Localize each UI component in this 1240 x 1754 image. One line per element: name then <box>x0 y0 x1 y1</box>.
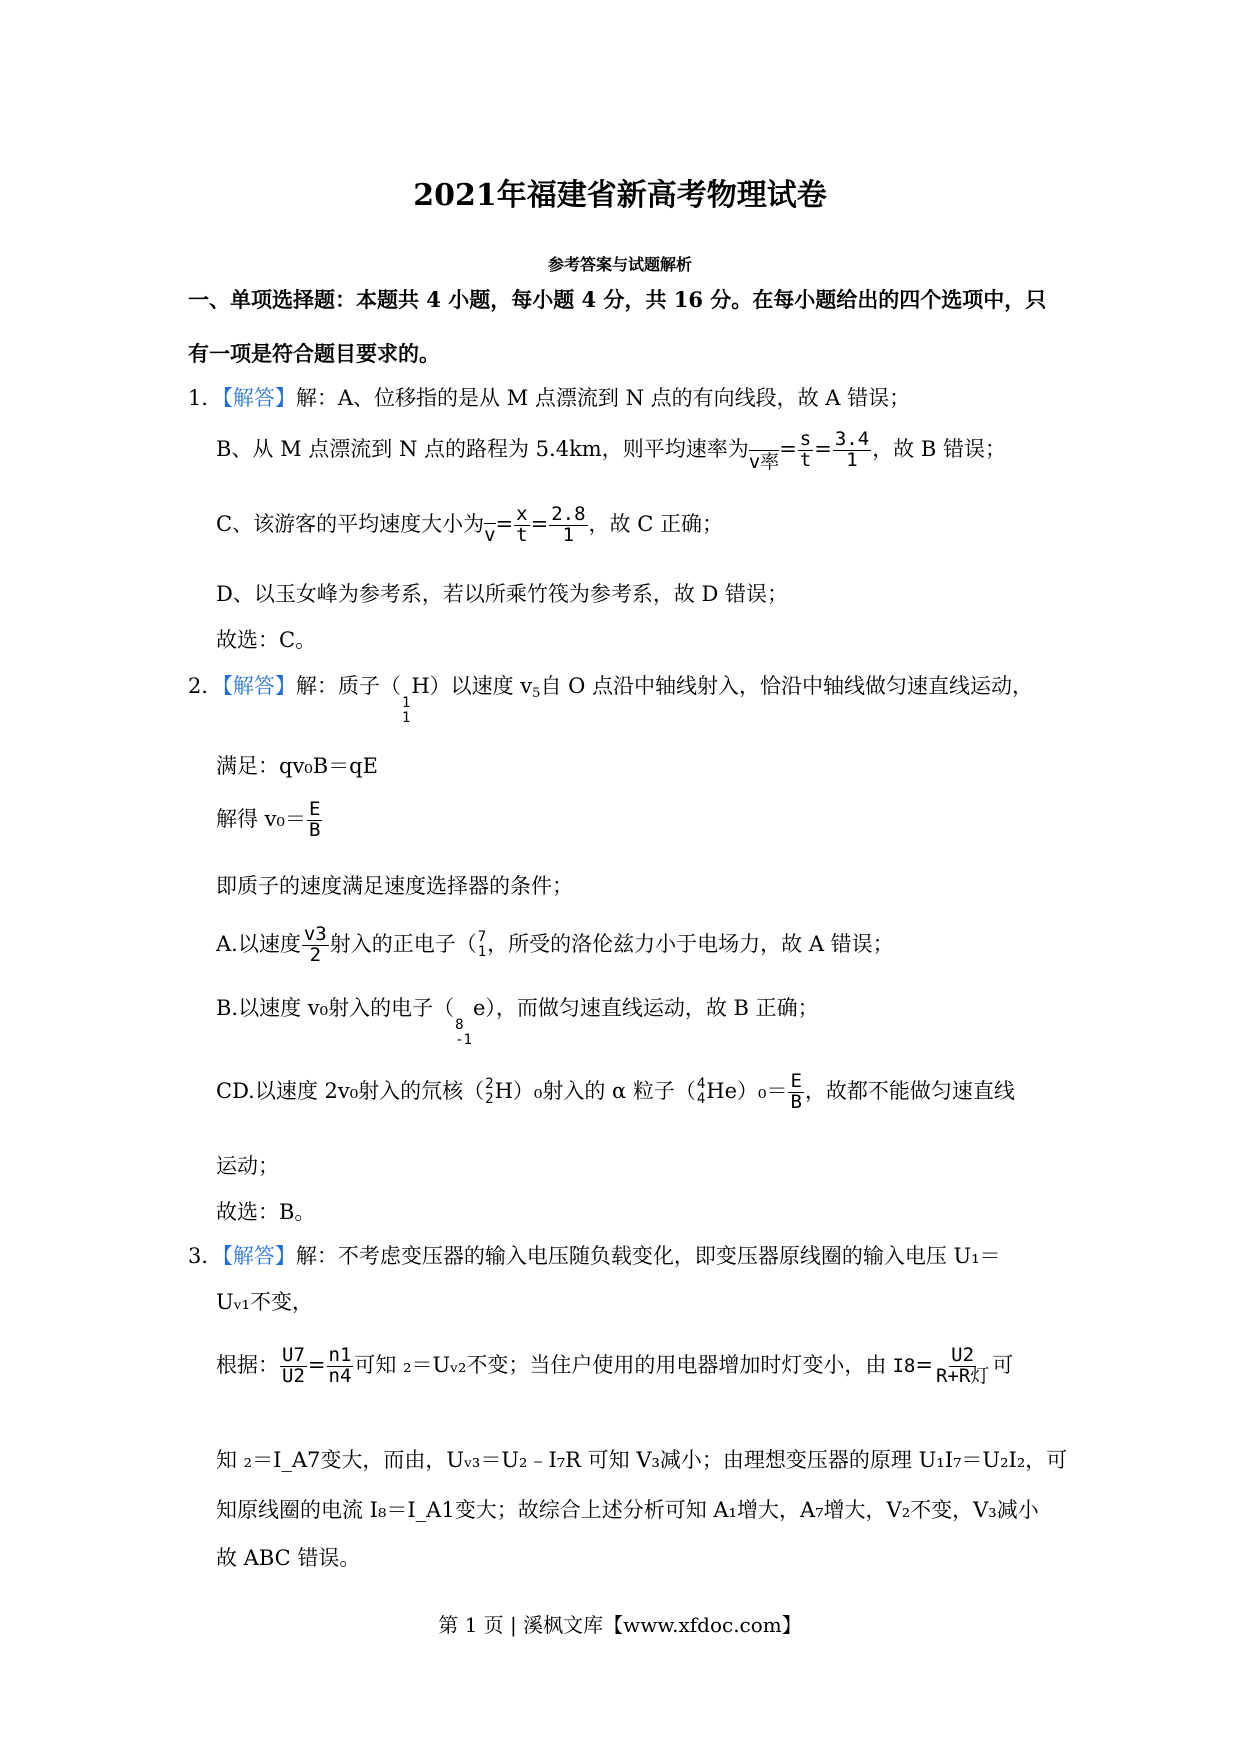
q3-fraction-n1-n4 <box>327 1346 354 1387</box>
q1-b-fraction-st <box>798 430 813 471</box>
q2-cd-iso1-bot: 2 <box>485 1091 494 1108</box>
q1-c-text: C、该游客的平均速度大小为 <box>216 511 485 536</box>
q1-line-a <box>188 382 910 412</box>
q2-l1-pre: 解：质子（ <box>295 674 401 698</box>
q2-cd-fraction <box>788 1072 803 1113</box>
q1-c-fraction-xt <box>514 505 529 546</box>
q1-c-x: x <box>516 503 528 525</box>
q2-cd-den: B <box>790 1090 802 1113</box>
q2-line-4: 即质子的速度满足速度选择器的条件； <box>216 874 573 898</box>
q2-l3-fraction <box>307 800 322 841</box>
q2-a-iso-top: 7 <box>477 929 487 946</box>
q2-cd-mid1: H）₀射入的 α 粒子（ <box>494 1078 696 1103</box>
q3-l3-pre: 根据： <box>216 1352 279 1377</box>
q3-l3-mid: 可知 ₂＝Uᵥ₂不变；当住户使用的用电器增加时灯变小，由 <box>354 1352 887 1377</box>
q3-f3-den: R+R灯 <box>935 1364 990 1387</box>
q2-l1-post: 自 O 点沿中轴线射入，恰沿中轴线做匀速直线运动， <box>540 674 1034 698</box>
q1-c-num: 2.8 <box>551 503 586 525</box>
q2-l3-pre: 解得 v₀＝ <box>216 806 306 831</box>
q3-line-4: 知 ₂＝I_A7变大，而由，Uᵥ₃＝U₂﹣I₇R 可知 V₃减小；由理想变压器的原理 U₁I₇＝U₂I₂，可 <box>216 1448 1068 1472</box>
q3-fraction-u7-u2 <box>280 1346 307 1387</box>
q2-b-post: e），而做匀速直线运动，故 B 正确； <box>472 996 819 1020</box>
q2-l3-num: E <box>308 798 321 820</box>
q3-f3-num: U2 <box>951 1344 975 1366</box>
q2-cd-deuteron-isotope <box>485 1077 493 1108</box>
q2-cd-post: ，故都不能做匀速直线 <box>804 1078 1015 1103</box>
q2-a-isotope <box>478 930 486 961</box>
q2-proton-isotope <box>402 696 410 727</box>
q2-choice: 故选：B。 <box>216 1200 316 1224</box>
section-heading-line2: 有一项是符合题目要求的。 <box>188 341 440 366</box>
q3-line-3: 根据： $\frac{U7}{U2}$ = $\frac{n1}{n4}$ 可知 ₂＝Uᵥ₂不变；当住户使用的用电器增加时灯变小，由 I8= $\frac{U2}{\text{R+R灯}}$ 可 <box>216 1344 1014 1387</box>
q3-l1-text: 解：不考虑变压器的输入电压随负载变化，即变压器原线圈的输入电压 U₁＝ <box>295 1244 1001 1268</box>
q2-a-post: ，所受的洛伦兹力小于电场力，故 A 错误； <box>487 931 894 956</box>
q3-f2-den: n4 <box>328 1364 352 1387</box>
q2-a-fraction <box>302 925 329 966</box>
q2-proton-mass-number: 1 <box>401 695 411 711</box>
q2-a-pre: A.以速度 <box>216 931 301 956</box>
q2-line-1 <box>188 670 1033 727</box>
q1-c-post: ，故 C 正确； <box>588 511 723 536</box>
q3-line-2: Uᵥ₁不变， <box>216 1290 313 1314</box>
page-footer: 第 1 页 | 溪枫文库【www.xfdoc.com】 <box>438 1613 802 1637</box>
page-subtitle: 参考答案与试题解析 <box>547 255 692 274</box>
q1-answer-tag: 【解答】 <box>222 386 296 410</box>
q2-cd-iso1-top: 2 <box>485 1076 494 1093</box>
q1-number: 1． <box>188 386 223 410</box>
q3-l3-i8: I8 <box>892 1354 916 1377</box>
q1-c-t: t <box>516 523 528 546</box>
q2-l1-sub: 5 <box>532 686 541 701</box>
q1-b-num: 3.4 <box>834 428 870 450</box>
q3-answer-tag: 【解答】 <box>222 1244 296 1268</box>
q3-f1-den: U2 <box>282 1364 305 1387</box>
q2-option-b <box>216 992 819 1049</box>
q2-answer-tag: 【解答】 <box>222 674 296 698</box>
q2-option-a <box>216 925 894 966</box>
q2-cd-num: E <box>790 1070 802 1092</box>
q2-b-iso-top: 8 <box>455 1017 464 1033</box>
q2-cd-iso2-bot: 4 <box>696 1091 706 1108</box>
q2-cd-iso2-top: 4 <box>696 1076 706 1093</box>
page-title: 2021年福建省新高考物理试卷 <box>413 178 827 213</box>
q2-a-iso-bot: 1 <box>477 944 487 961</box>
q3-f1-num: U7 <box>282 1344 305 1366</box>
q2-proton-atomic-number: 1 <box>401 710 411 727</box>
q1-b-s: s <box>799 428 812 450</box>
q2-cd-line-2: 运动； <box>216 1154 279 1178</box>
q2-b-pre: B.以速度 v₀射入的电子（ <box>216 996 455 1020</box>
q1-option-a: 解：A、位移指的是从 M 点漂流到 N 点的有向线段，故 A 错误； <box>295 386 911 410</box>
q1-b-fraction-value <box>833 430 871 471</box>
q1-line-b: B、从 M 点漂流到 N 点的路程为 5.4km，则平均速率为v率= $\frac{s}{t}$ = $\frac{3.4}{1}$ ，故 B 错误； <box>216 428 1006 473</box>
section-heading-line1: 一、单项选择题：本题共 4 小题，每小题 4 分，共 16 分。在每小题给出的四个选项中，只 <box>188 287 1047 312</box>
q1-b-text: B、从 M 点漂流到 N 点的路程为 5.4km，则平均速率为 <box>216 436 749 461</box>
q1-b-t: t <box>799 448 812 471</box>
q1-b-speed-symbol: v率 <box>748 450 780 473</box>
q3-number: 3． <box>188 1244 223 1268</box>
q2-b-iso-bot: -1 <box>455 1032 472 1049</box>
q2-line-3 <box>216 800 323 841</box>
q2-l3-den: B <box>308 818 321 841</box>
q3-line-5: 知原线圈的电流 I₈＝I_A1变大；故综合上述分析可知 A₁增大，A₇增大，V₂不变，V₃减小 <box>216 1498 1039 1522</box>
q2-a-num: v3 <box>303 923 327 945</box>
q1-line-d: D、以玉女峰为参考系，若以所乘竹筏为参考系，故 D 错误； <box>216 582 789 606</box>
q2-cd-mid2: He）₀＝ <box>706 1078 788 1103</box>
q3-l3-post: 可 <box>992 1352 1014 1377</box>
q3-fraction-u2-r <box>934 1346 991 1387</box>
q2-cd-pre: CD.以速度 2v₀射入的氘核（ <box>216 1078 485 1103</box>
q2-line-2: 满足：qv₀B＝qE <box>216 754 378 778</box>
q1-c-den: 1 <box>562 523 575 546</box>
q1-line-c: C、该游客的平均速度大小为v= $\frac{x}{t}$ = $\frac{2.8}{1}$ ，故 C 正确； <box>216 503 723 546</box>
q2-a-den: 2 <box>309 943 322 966</box>
q1-c-velocity-symbol: v <box>484 523 496 546</box>
q2-l1-mid: H）以速度 v <box>411 674 533 698</box>
q1-c-fraction-value <box>549 505 587 546</box>
q1-b-den: 1 <box>846 448 858 471</box>
q2-cd-alpha-isotope <box>697 1077 705 1108</box>
q2-option-cd <box>216 1072 1015 1113</box>
q3-line-1 <box>188 1240 1001 1270</box>
q3-line-6: 故 ABC 错误。 <box>216 1546 361 1570</box>
q1-choice: 故选：C。 <box>216 628 317 652</box>
q2-a-mid: 射入的正电子（ <box>329 931 477 956</box>
q1-b-post: ，故 B 错误； <box>872 436 1006 461</box>
q2-number: 2． <box>188 674 223 698</box>
q3-f2-num: n1 <box>328 1344 352 1366</box>
q2-b-isotope <box>455 1018 472 1049</box>
